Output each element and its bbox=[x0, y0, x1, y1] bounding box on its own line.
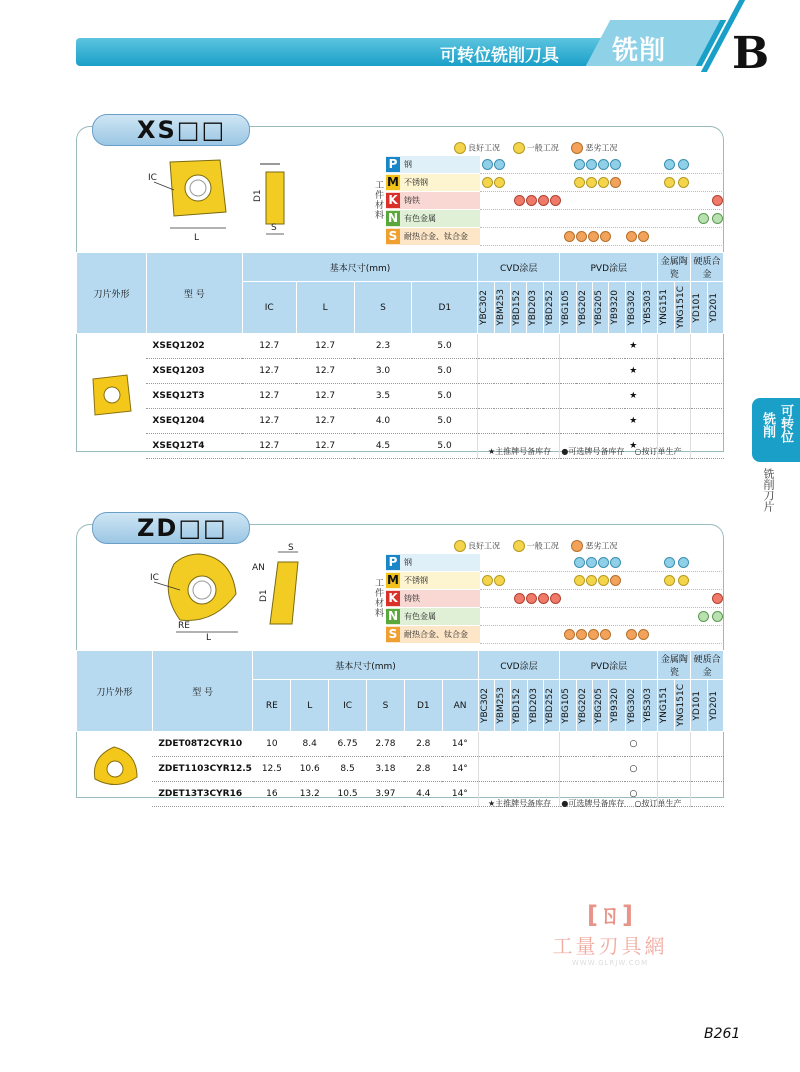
xs-insert-diagram bbox=[140, 152, 310, 242]
zd-dim-head: S bbox=[367, 680, 405, 732]
grade-label: YBD252 bbox=[544, 687, 555, 724]
condition-face-icon bbox=[610, 177, 621, 188]
grade-label: YD201 bbox=[708, 292, 719, 323]
availability-mark: ★ bbox=[625, 434, 641, 459]
condition-face-icon bbox=[664, 177, 675, 188]
xs-mat-row-k bbox=[370, 192, 724, 209]
dim-cell: 6.75 bbox=[329, 732, 367, 757]
condition-face-icon bbox=[588, 231, 599, 242]
grade-label: YBD203 bbox=[528, 687, 539, 724]
condition-face-icon bbox=[482, 159, 493, 170]
watermark-url: WWW.GLRJW.COM bbox=[571, 959, 649, 967]
dim-cell: 8.5 bbox=[329, 757, 367, 782]
dim-cell: 5.0 bbox=[412, 434, 478, 459]
dim-cell: 3.0 bbox=[354, 359, 412, 384]
dim-cell: 4.5 bbox=[354, 434, 412, 459]
grade-label: YBD203 bbox=[528, 289, 539, 326]
zd-dim-head: RE bbox=[253, 680, 291, 732]
xs-dim-ic: IC bbox=[148, 173, 157, 183]
condition-face-icon bbox=[526, 195, 537, 206]
grade-label: YBG202 bbox=[577, 289, 588, 326]
condition-face-icon bbox=[564, 629, 575, 640]
condition-face-icon bbox=[574, 159, 585, 170]
legend-bad: 恶劣工况 bbox=[585, 143, 618, 153]
dim-cell: 4.0 bbox=[354, 409, 412, 434]
zd-dim-l: L bbox=[206, 633, 212, 640]
table-row bbox=[77, 732, 724, 757]
zd-mat-row-n bbox=[370, 608, 724, 625]
ok-face-icon bbox=[513, 142, 525, 154]
xs-dim-head: IC bbox=[242, 282, 296, 334]
zd-dim-head: IC bbox=[329, 680, 367, 732]
mat-badge-k: K bbox=[386, 591, 400, 606]
zd-material-side-label: 工件材料 bbox=[373, 578, 383, 618]
dim-cell: 10.6 bbox=[291, 757, 329, 782]
model-cell: XSEQ12T3 bbox=[146, 384, 242, 409]
side-tab-label-b: 铣削 bbox=[760, 412, 775, 438]
zd-mat-row-p bbox=[370, 554, 724, 571]
grade-label: YBG105 bbox=[561, 289, 572, 326]
zd-insert-diagram bbox=[140, 540, 310, 640]
model-cell: ZDET1103CYR12.5 bbox=[152, 757, 253, 782]
legend-ok: 一般工况 bbox=[526, 143, 559, 153]
mat-badge-p: P bbox=[386, 555, 400, 570]
zd-mat-row-m bbox=[370, 572, 724, 589]
zd-col-shape: 刀片外形 bbox=[77, 651, 153, 732]
availability-mark: ★ bbox=[625, 359, 641, 384]
availability-mark: ★ bbox=[625, 409, 641, 434]
mat-label-m: 不锈钢 bbox=[404, 576, 428, 585]
xs-grade-cermet: 金属陶瓷 bbox=[658, 253, 691, 282]
condition-face-icon bbox=[664, 557, 675, 568]
side-tab[interactable] bbox=[752, 398, 800, 462]
xs-dim-head: L bbox=[296, 282, 354, 334]
zd-dim-head: AN bbox=[442, 680, 478, 732]
grade-label: YD101 bbox=[692, 292, 703, 323]
dim-cell: 2.8 bbox=[404, 757, 442, 782]
xs-col-shape: 刀片外形 bbox=[77, 253, 147, 334]
zd-dim-s: S bbox=[288, 543, 294, 553]
zd-title: ZD bbox=[137, 514, 179, 542]
condition-face-icon bbox=[610, 159, 621, 170]
xs-grade-pvd: PVD涂层 bbox=[560, 253, 658, 282]
dim-cell: 5.0 bbox=[412, 409, 478, 434]
xs-title: XS bbox=[137, 116, 177, 144]
good-face-icon bbox=[454, 142, 466, 154]
table-row bbox=[77, 409, 724, 434]
footnote-order: ○按订单生产 bbox=[634, 799, 682, 808]
condition-face-icon bbox=[574, 557, 585, 568]
model-cell: ZDET08T2CYR10 bbox=[152, 732, 253, 757]
availability-mark: ★ bbox=[625, 384, 641, 409]
condition-face-icon bbox=[598, 575, 609, 586]
zd-dim-re: RE bbox=[178, 621, 190, 631]
xs-insert-photo bbox=[87, 371, 135, 419]
condition-face-icon bbox=[494, 575, 505, 586]
mat-label-n: 有色金属 bbox=[404, 214, 436, 223]
zd-footnote bbox=[488, 798, 681, 809]
condition-face-icon bbox=[698, 213, 709, 224]
legend-good: 良好工况 bbox=[468, 143, 500, 153]
grade-label: YBC302 bbox=[479, 290, 490, 325]
zd-dim-an: AN bbox=[252, 563, 265, 573]
zd-dim-head: L bbox=[291, 680, 329, 732]
condition-face-icon bbox=[576, 231, 587, 242]
grade-label: YBG302 bbox=[626, 687, 637, 724]
condition-face-icon bbox=[538, 195, 549, 206]
condition-face-icon bbox=[712, 593, 723, 604]
mat-badge-s: S bbox=[386, 229, 400, 244]
grade-label: YBM253 bbox=[495, 289, 506, 326]
dim-cell: 12.7 bbox=[296, 334, 354, 359]
table-row bbox=[77, 359, 724, 384]
grade-label: YBG205 bbox=[594, 687, 605, 724]
condition-face-icon bbox=[598, 557, 609, 568]
table-row bbox=[77, 384, 724, 409]
xs-title-pill bbox=[92, 114, 250, 146]
grade-label: YBS303 bbox=[643, 688, 654, 723]
grade-label: YBD152 bbox=[512, 289, 522, 326]
xs-insert-photo-cell bbox=[77, 334, 147, 459]
availability-mark: ★ bbox=[625, 334, 641, 359]
xs-mat-row-m bbox=[370, 174, 724, 191]
condition-face-icon bbox=[626, 231, 637, 242]
model-cell: XSEQ1203 bbox=[146, 359, 242, 384]
grade-label: YB9320 bbox=[610, 688, 621, 723]
availability-mark: ○ bbox=[625, 757, 641, 782]
condition-face-icon bbox=[482, 177, 493, 188]
grade-label: YBG302 bbox=[626, 289, 637, 326]
mat-label-k: 铸铁 bbox=[404, 594, 420, 603]
dim-cell: 12.7 bbox=[242, 334, 296, 359]
zd-grade-cvd: CVD涂层 bbox=[478, 651, 560, 680]
xs-section bbox=[76, 112, 724, 462]
dim-cell: 2.8 bbox=[404, 732, 442, 757]
mat-label-s: 耐热合金、钛合金 bbox=[404, 232, 468, 241]
zd-spec-table bbox=[76, 650, 724, 807]
dim-cell: 10 bbox=[253, 732, 291, 757]
xs-grade-cvd: CVD涂层 bbox=[478, 253, 560, 282]
grade-label: YBG202 bbox=[577, 687, 588, 724]
xs-dim-l: L bbox=[194, 233, 200, 242]
xs-dim-head: S bbox=[354, 282, 412, 334]
availability-mark: ○ bbox=[625, 732, 641, 757]
mat-label-s: 耐热合金、钛合金 bbox=[404, 630, 468, 639]
grade-label: YBG205 bbox=[593, 289, 604, 326]
condition-face-icon bbox=[550, 195, 561, 206]
zd-section bbox=[76, 510, 724, 815]
grade-label: YD101 bbox=[692, 690, 703, 721]
grade-label: YBD252 bbox=[544, 289, 555, 326]
dim-cell: 8.4 bbox=[291, 732, 329, 757]
xs-mat-row-s bbox=[370, 228, 724, 245]
good-face-icon bbox=[454, 540, 466, 552]
condition-face-icon bbox=[664, 159, 675, 170]
dim-cell: 4.4 bbox=[404, 782, 442, 807]
mat-label-k: 铸铁 bbox=[404, 196, 420, 205]
dim-cell: 12.7 bbox=[296, 434, 354, 459]
side-sub-label: 铣削刀片 bbox=[762, 468, 775, 512]
xs-dim-d1: D1 bbox=[253, 189, 263, 202]
grade-label: YNG151C bbox=[675, 286, 686, 329]
xs-title-boxes: □□ bbox=[176, 116, 227, 144]
xs-mat-row-n bbox=[370, 210, 724, 227]
condition-face-icon bbox=[514, 195, 525, 206]
xs-col-dims: 基本尺寸(mm) bbox=[242, 253, 477, 282]
condition-face-icon bbox=[678, 557, 689, 568]
section-letter: B bbox=[732, 28, 770, 79]
footnote-order: ○按订单生产 bbox=[634, 447, 682, 456]
mat-label-p: 钢 bbox=[404, 160, 412, 169]
mat-label-m: 不锈钢 bbox=[404, 178, 428, 187]
condition-face-icon bbox=[574, 177, 585, 188]
ok-face-icon bbox=[513, 540, 525, 552]
zd-legend bbox=[454, 540, 617, 552]
dim-cell: 13.2 bbox=[291, 782, 329, 807]
dim-cell: 12.7 bbox=[242, 409, 296, 434]
dim-cell: 5.0 bbox=[412, 359, 478, 384]
dim-cell: 3.5 bbox=[354, 384, 412, 409]
availability-mark: ○ bbox=[625, 782, 641, 807]
condition-face-icon bbox=[588, 629, 599, 640]
grade-label: YNG151C bbox=[675, 684, 686, 727]
mat-badge-k: K bbox=[386, 193, 400, 208]
mat-badge-m: M bbox=[387, 573, 399, 587]
model-cell: XSEQ12T4 bbox=[146, 434, 242, 459]
condition-face-icon bbox=[664, 575, 675, 586]
zd-grade-pvd: PVD涂层 bbox=[560, 651, 658, 680]
condition-face-icon bbox=[482, 575, 493, 586]
condition-face-icon bbox=[494, 177, 505, 188]
model-cell: XSEQ1202 bbox=[146, 334, 242, 359]
dim-cell: 12.7 bbox=[242, 384, 296, 409]
footnote-main: ★主推牌号备库存 bbox=[488, 799, 552, 808]
condition-face-icon bbox=[538, 593, 549, 604]
condition-face-icon bbox=[598, 177, 609, 188]
condition-face-icon bbox=[610, 575, 621, 586]
zd-dim-head: D1 bbox=[404, 680, 442, 732]
condition-face-icon bbox=[564, 231, 575, 242]
zd-grade-cermet: 金属陶瓷 bbox=[658, 651, 691, 680]
mat-label-n: 有色金属 bbox=[404, 612, 436, 621]
condition-face-icon bbox=[586, 159, 597, 170]
header-tab-label: 铣削 bbox=[612, 36, 667, 66]
dim-cell: 12.5 bbox=[253, 757, 291, 782]
condition-face-icon bbox=[698, 611, 709, 622]
header-title: 可转位铣削刀具 bbox=[440, 46, 559, 66]
mat-badge-n: N bbox=[387, 609, 399, 623]
grade-label: YNG151 bbox=[659, 289, 670, 326]
zd-dim-d1: D1 bbox=[259, 589, 269, 602]
watermark-logo: [ㄖ] bbox=[587, 901, 633, 929]
model-cell: ZDET13T3CYR16 bbox=[152, 782, 253, 807]
xs-dim-s: S bbox=[271, 223, 277, 233]
condition-face-icon bbox=[574, 575, 585, 586]
table-row bbox=[77, 334, 724, 359]
mat-badge-m: M bbox=[387, 175, 399, 189]
dim-cell: 5.0 bbox=[412, 384, 478, 409]
footnote-main: ★主推牌号备库存 bbox=[488, 447, 552, 456]
grade-label: YBM253 bbox=[495, 687, 506, 724]
zd-col-dims: 基本尺寸(mm) bbox=[253, 651, 478, 680]
footnote-optional: ●可选牌号备库存 bbox=[561, 799, 625, 808]
condition-face-icon bbox=[638, 231, 649, 242]
zd-insert-photo-cell bbox=[77, 732, 153, 807]
condition-face-icon bbox=[626, 629, 637, 640]
condition-face-icon bbox=[638, 629, 649, 640]
condition-face-icon bbox=[610, 557, 621, 568]
grade-label: YNG151 bbox=[659, 687, 670, 724]
condition-face-icon bbox=[600, 231, 611, 242]
condition-face-icon bbox=[586, 557, 597, 568]
xs-spec-table bbox=[76, 252, 724, 459]
dim-cell: 2.3 bbox=[354, 334, 412, 359]
mat-badge-s: S bbox=[386, 627, 400, 642]
condition-face-icon bbox=[678, 177, 689, 188]
condition-face-icon bbox=[514, 593, 525, 604]
side-tab-label-a: 可转位 bbox=[778, 404, 793, 443]
condition-face-icon bbox=[712, 213, 723, 224]
condition-face-icon bbox=[678, 159, 689, 170]
dim-cell: 12.7 bbox=[296, 359, 354, 384]
mat-badge-p: P bbox=[386, 157, 400, 172]
condition-face-icon bbox=[576, 629, 587, 640]
zd-grade-carbide: 硬质合金 bbox=[691, 651, 724, 680]
condition-face-icon bbox=[526, 593, 537, 604]
zd-dim-ic: IC bbox=[150, 573, 159, 583]
bad-face-icon bbox=[571, 540, 583, 552]
zd-col-model: 型 号 bbox=[152, 651, 253, 732]
dim-cell: 3.18 bbox=[367, 757, 405, 782]
condition-face-icon bbox=[550, 593, 561, 604]
zd-title-boxes: □□ bbox=[178, 514, 228, 542]
grade-label: YBD152 bbox=[512, 687, 523, 724]
dim-cell: 14° bbox=[442, 757, 478, 782]
dim-cell: 12.7 bbox=[296, 409, 354, 434]
grade-label: YBC302 bbox=[479, 688, 490, 723]
condition-face-icon bbox=[598, 159, 609, 170]
watermark bbox=[540, 895, 680, 967]
xs-material-side-label: 工件材料 bbox=[373, 180, 383, 220]
mat-label-p: 钢 bbox=[404, 558, 412, 567]
dim-cell: 3.97 bbox=[367, 782, 405, 807]
dim-cell: 14° bbox=[442, 732, 478, 757]
page-number: B261 bbox=[704, 1026, 741, 1042]
dim-cell: 12.7 bbox=[296, 384, 354, 409]
condition-face-icon bbox=[600, 629, 611, 640]
condition-face-icon bbox=[586, 575, 597, 586]
zd-insert-photo bbox=[87, 743, 141, 793]
condition-face-icon bbox=[586, 177, 597, 188]
condition-face-icon bbox=[712, 611, 723, 622]
dim-cell: 16 bbox=[253, 782, 291, 807]
model-cell: XSEQ1204 bbox=[146, 409, 242, 434]
xs-col-model: 型 号 bbox=[146, 253, 242, 334]
dim-cell: 2.78 bbox=[367, 732, 405, 757]
condition-face-icon bbox=[494, 159, 505, 170]
dim-cell: 14° bbox=[442, 782, 478, 807]
condition-face-icon bbox=[712, 195, 723, 206]
dim-cell: 5.0 bbox=[412, 334, 478, 359]
legend-ok: 一般工况 bbox=[526, 541, 559, 551]
dim-cell: 12.7 bbox=[242, 434, 296, 459]
footnote-optional: ●可选牌号备库存 bbox=[561, 447, 625, 456]
xs-grade-carbide: 硬质合金 bbox=[691, 253, 724, 282]
bad-face-icon bbox=[571, 142, 583, 154]
dim-cell: 12.7 bbox=[242, 359, 296, 384]
legend-bad: 恶劣工况 bbox=[585, 541, 618, 551]
grade-label: YBG105 bbox=[561, 687, 572, 724]
xs-footnote bbox=[488, 446, 681, 457]
table-row bbox=[77, 757, 724, 782]
xs-legend bbox=[454, 142, 617, 154]
zd-mat-row-k bbox=[370, 590, 724, 607]
xs-dim-head: D1 bbox=[412, 282, 478, 334]
dim-cell: 10.5 bbox=[329, 782, 367, 807]
watermark-name: 工量刃具網 bbox=[552, 934, 668, 958]
grade-label: YD201 bbox=[708, 690, 719, 721]
xs-mat-row-p bbox=[370, 156, 724, 173]
condition-face-icon bbox=[678, 575, 689, 586]
mat-badge-n: N bbox=[387, 211, 399, 225]
grade-label: YB9320 bbox=[610, 290, 621, 325]
legend-good: 良好工况 bbox=[468, 541, 500, 551]
grade-label: YBS303 bbox=[643, 290, 653, 325]
zd-mat-row-s bbox=[370, 626, 724, 643]
